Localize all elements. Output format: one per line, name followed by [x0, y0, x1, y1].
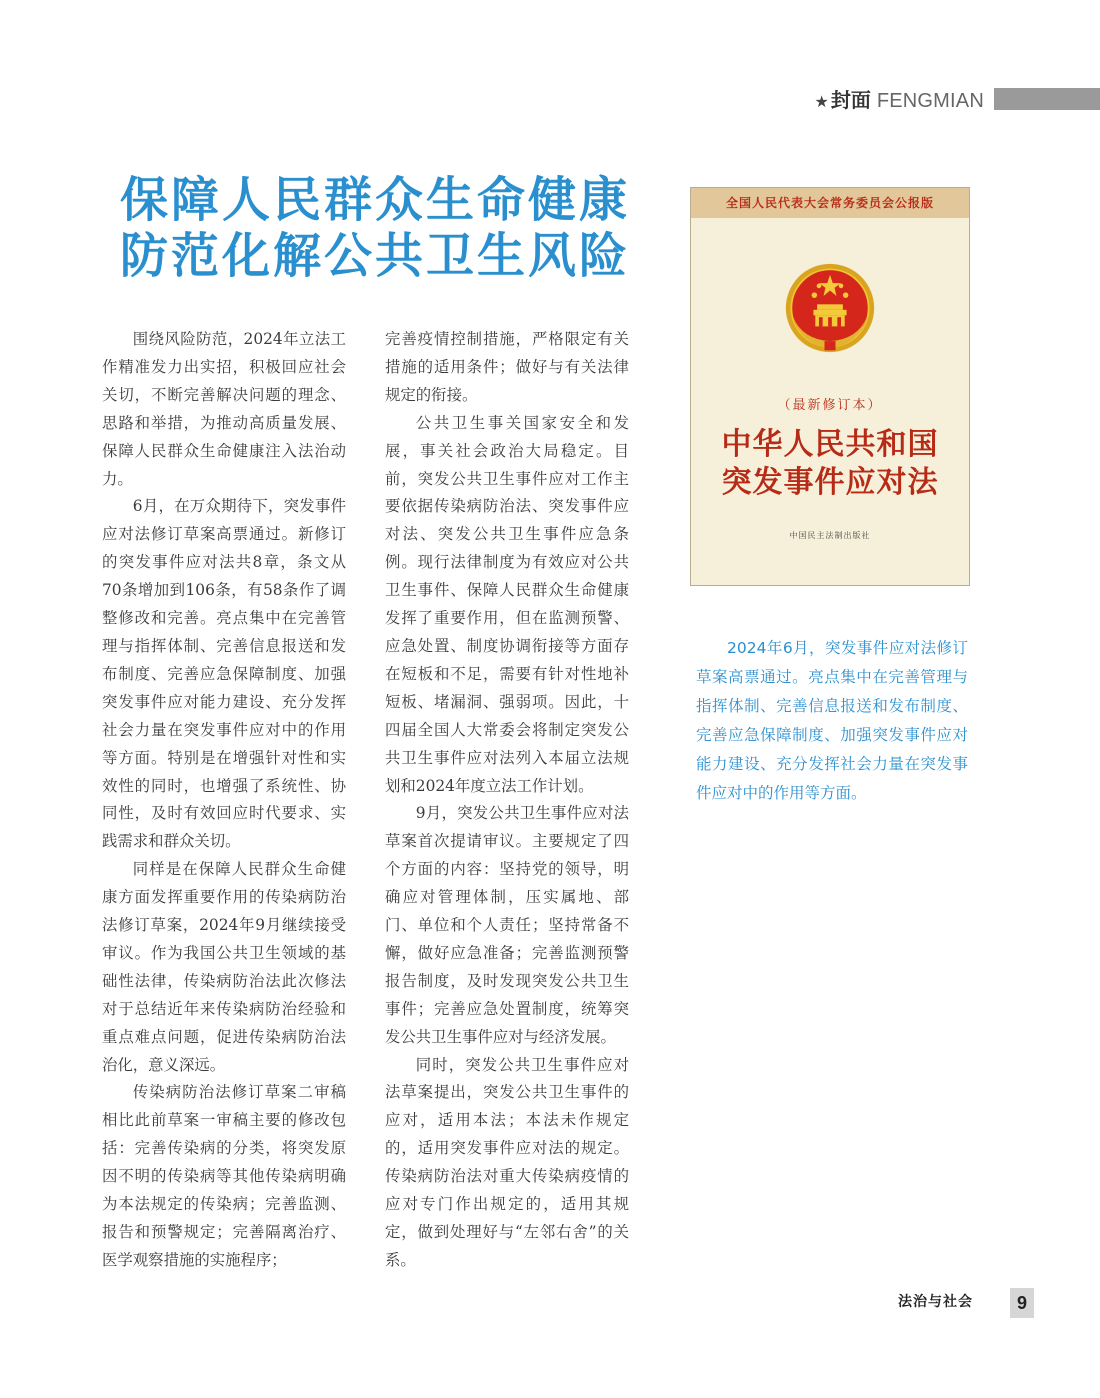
cover-top-band: 全国人民代表大会常务委员会公报版	[691, 188, 969, 218]
title-line-2: 防范化解公共卫生风险	[120, 228, 631, 284]
cover-title-line-2: 突发事件应对法	[721, 465, 939, 500]
article-title	[120, 172, 680, 284]
cover-publisher: 中国民主法制出版社	[789, 531, 871, 540]
paragraph: 完善疫情控制措施，严格限定有关措施的适用条件；做好与有关法律规定的衔接。	[385, 330, 629, 404]
page-number: 9	[1010, 1288, 1034, 1318]
paragraph: 9月，突发公共卫生事件应对法草案首次提请审议。主要规定了四个方面的内容：坚持党的领导，明确应对管理体制，压实属地、部门、单位和个人责任；坚持常备不懈，做好应急准备；完善监测预警报告制度，及时发现突发公共卫生事件；完善应急处置制度，统筹突发公共卫生事件应对与经济发展。	[385, 804, 629, 1046]
cover-edition: （最新修订本）	[777, 398, 883, 413]
article-column-1	[102, 326, 346, 1275]
section-name-cn: 封面	[830, 88, 871, 112]
image-caption: 2024年6月，突发事件应对法修订草案高票通过。亮点集中在完善管理与指挥体制、完善信息报送和发布制度、完善应急保障制度、加强突发事件应对能力建设、充分发挥社会力量在突发事件应对中的作用等方面。	[696, 639, 968, 802]
header-gray-bar	[994, 88, 1100, 110]
section-label	[814, 88, 984, 114]
paragraph: 围绕风险防范，2024年立法工作精准发力出实招，积极回应社会关切，不断完善解决问题的理念、思路和举措，为推动高质量发展、保障人民群众生命健康注入法治动力。	[102, 330, 346, 488]
title-line-1: 保障人民群众生命健康	[120, 172, 631, 228]
cover-law-title	[691, 426, 969, 502]
paragraph: 6月，在万众期待下，突发事件应对法修订草案高票通过。新修订的突发事件应对法共8章，条文从70条增加到106条，有58条作了调整修改和完善。亮点集中在完善管理与指挥体制、完善信息报送和发布制度、完善应急保障制度、加强突发事件应对能力建设、充分发挥社会力量在突发事件应对中的作用等方面。特别是在增强针对性和实效性的同时，也增强了系统性、协同性，及时有效回应时代要求、实践需求和群众关切。	[102, 497, 346, 851]
paragraph: 传染病防治法修订草案二审稿相比此前草案一审稿主要的修改包括：完善传染病的分类，将突发原因不明的传染病等其他传染病明确为本法规定的传染病；完善监测、报告和预警规定；完善隔离治疗、医学观察措施的实施程序；	[102, 1083, 346, 1269]
cover-title-line-1: 中华人民共和国	[721, 427, 939, 462]
paragraph: 同样是在保障人民群众生命健康方面发挥重要作用的传染病防治法修订草案，2024年9月继续接受审议。作为我国公共卫生领域的基础性法律，传染病防治法此次修法对于总结近年来传染病防治经验和重点难点问题，促进传染病防治法治化，意义深远。	[102, 860, 346, 1074]
book-cover-image	[690, 187, 970, 586]
paragraph: 同时，突发公共卫生事件应对法草案提出，突发公共卫生事件的应对，适用本法；本法未作规定的，适用突发事件应对法的规定。传染病防治法对重大传染病疫情的应对专门作出规定的，适用其规定，做到处理好与“左邻右舍”的关系。	[385, 1055, 629, 1269]
article-column-2	[385, 326, 629, 1275]
star-icon: ★	[814, 92, 829, 111]
section-name-en: FENGMIAN	[876, 90, 984, 112]
magazine-name: 法治与社会	[898, 1294, 973, 1310]
national-emblem-icon	[784, 262, 876, 354]
paragraph: 公共卫生事关国家安全和发展，事关社会政治大局稳定。目前，突发公共卫生事件应对工作主要依据传染病防治法、突发事件应对法、突发公共卫生事件应急条例。现行法律制度为有效应对公共卫生事件、保障人民群众生命健康发挥了重要作用，但在监测预警、应急处置、制度协调衔接等方面存在短板和不足，需要有针对性地补短板、堵漏洞、强弱项。因此，十四届全国人大常委会将制定突发公共卫生事件应对法列入本届立法规划和2024年度立法工作计划。	[385, 413, 629, 795]
